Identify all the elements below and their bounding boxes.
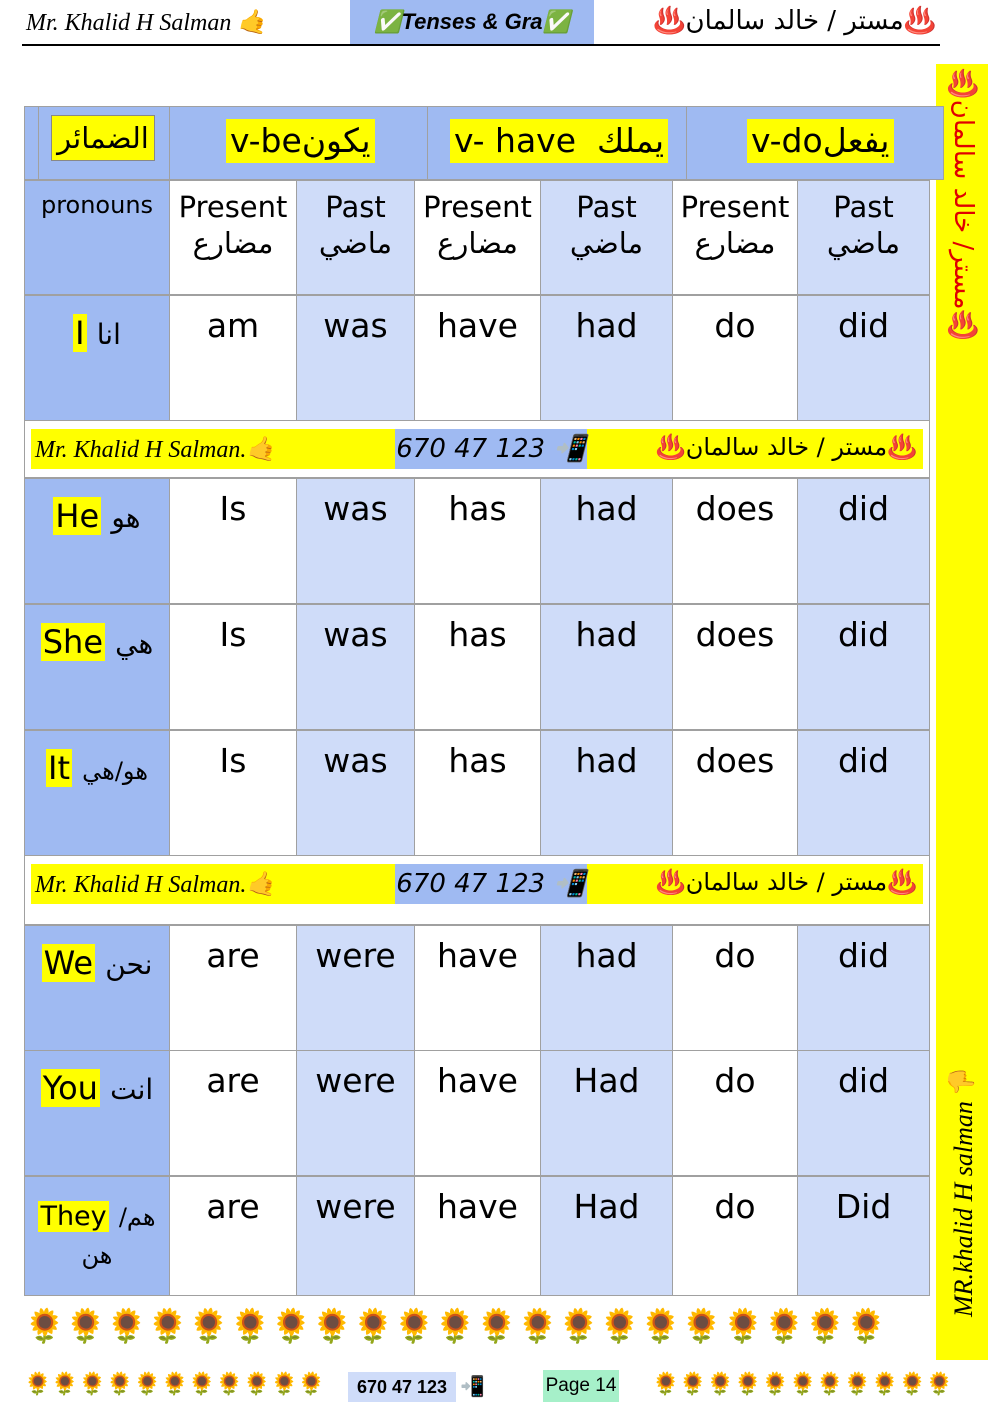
verb-cell: [414, 1176, 541, 1296]
verb-cell: [797, 1176, 930, 1296]
pronoun-label: [25, 944, 169, 982]
past-ar-label: ماضي: [569, 226, 644, 260]
pronoun-en: She: [42, 623, 103, 661]
header-pronouns-ar: [38, 106, 170, 180]
pronoun-en: He: [55, 497, 100, 535]
verb-cell: [296, 730, 415, 856]
verb-cell: [414, 295, 541, 421]
pronoun-label: [25, 623, 169, 661]
subheader-have-present: [414, 180, 541, 295]
verb-cell: [414, 730, 541, 856]
verb-form: had: [575, 936, 638, 975]
band-author-arabic: ♨️مستر / خالد سالمان♨️: [655, 868, 917, 896]
pronoun-ar: هي: [115, 627, 154, 660]
verb-form: Is: [219, 615, 247, 654]
verb-cell: [414, 1050, 541, 1176]
verb-form: does: [695, 615, 775, 654]
band-phone: 670 47 123 📲: [395, 429, 587, 469]
pronoun-label: [25, 314, 169, 352]
verb-cell: [414, 478, 541, 604]
header-author-arabic: ♨️مستر / خالد سالمان♨️: [653, 6, 936, 36]
band-author-text: Mr. Khalid H Salman.: [35, 437, 247, 463]
verb-cell: [672, 295, 798, 421]
verb-cell: [797, 1050, 930, 1176]
verb-cell: [296, 925, 415, 1051]
verb-cell: [797, 295, 930, 421]
header-title: ✅Tenses & Gra✅: [350, 0, 594, 44]
pronoun-cell: [24, 478, 170, 604]
pronoun-cell: [24, 295, 170, 421]
verb-cell: [296, 1176, 415, 1296]
mobile-arrow-icon: 📲: [460, 1374, 485, 1398]
verb-cell: [169, 730, 297, 856]
contact-band-1: [24, 420, 930, 478]
verb-cell: [540, 1176, 673, 1296]
verb-cell: [169, 1050, 297, 1176]
pronoun-ar: هو: [111, 501, 141, 534]
verb-form: are: [206, 1187, 260, 1226]
verb-form: was: [323, 306, 388, 345]
verb-cell: [540, 604, 673, 730]
verb-form: do: [714, 1061, 756, 1100]
footer-phone: 670 47 123: [348, 1372, 456, 1402]
verb-form: does: [695, 489, 775, 528]
verb-form: Is: [219, 741, 247, 780]
verb-cell: [414, 925, 541, 1051]
verb-form: Had: [573, 1061, 640, 1100]
pronoun-cell: [24, 730, 170, 856]
pronouns-ar-label: الضمائر: [51, 115, 155, 161]
side-banner-arabic: ♨️مستر/ خالد سالمان♨️: [948, 68, 978, 342]
pronoun-en: They: [40, 1201, 107, 1232]
verb-cell: [296, 295, 415, 421]
verb-cell: [296, 1050, 415, 1176]
present-ar-label: مضارع: [192, 226, 274, 260]
verb-form: do: [714, 936, 756, 975]
verb-form: were: [315, 936, 396, 975]
pronoun-ar: نحن: [105, 948, 153, 981]
subheader-have-past: [540, 180, 673, 295]
page-number: Page 14: [543, 1370, 619, 1402]
call-me-hand-icon: 🤙: [246, 437, 277, 463]
subheader-be-past: [296, 180, 415, 295]
pronoun-en: I: [75, 314, 85, 352]
verb-form: was: [323, 489, 388, 528]
sunflower-row-right: 🌻🌻🌻🌻🌻🌻🌻🌻🌻🌻🌻: [652, 1372, 954, 1397]
side-banner-author: MR.khalid H salman 👈: [949, 1062, 978, 1318]
header-author-text: Mr. Khalid H Salman: [26, 10, 232, 36]
have-label: v- have يملك: [450, 119, 668, 163]
verb-cell: [169, 295, 297, 421]
verb-form: am: [206, 306, 260, 345]
header-author: [26, 8, 267, 37]
pronoun-label: [25, 1195, 169, 1271]
verb-cell: [540, 1050, 673, 1176]
verb-form: do: [714, 1187, 756, 1226]
band-author: [35, 435, 276, 464]
past-ar-label: ماضي: [826, 226, 901, 260]
verb-cell: [797, 925, 930, 1051]
verb-form: had: [575, 615, 638, 654]
page-header: [22, 0, 940, 46]
verb-form: has: [448, 615, 507, 654]
verb-cell: [797, 478, 930, 604]
header-do: [686, 106, 944, 180]
contact-band-2: [24, 855, 930, 925]
verb-form: was: [323, 615, 388, 654]
pronoun-ar: انت: [110, 1073, 154, 1106]
verb-form: did: [837, 936, 890, 975]
verb-cell: [540, 730, 673, 856]
band-author-arabic: ♨️مستر / خالد سالمان♨️: [655, 433, 917, 461]
pronoun-cell: [24, 1050, 170, 1176]
verb-form: had: [575, 489, 638, 528]
present-en-label: Present: [178, 190, 288, 224]
verb-form: Had: [573, 1187, 640, 1226]
verb-cell: [672, 1176, 798, 1296]
verb-cell: [672, 478, 798, 604]
verb-cell: [672, 604, 798, 730]
verb-cell: [296, 604, 415, 730]
verb-form: did: [837, 615, 890, 654]
contact-band-inner: [31, 429, 923, 469]
verb-cell: [296, 478, 415, 604]
pronoun-cell: [24, 1176, 170, 1296]
present-en-label: Present: [680, 190, 790, 224]
verb-form: have: [437, 936, 518, 975]
past-ar-label: ماضي: [318, 226, 393, 260]
verb-form: do: [714, 306, 756, 345]
verb-form: had: [575, 306, 638, 345]
header-be: [169, 106, 428, 180]
band-author-text: Mr. Khalid H Salman.: [35, 872, 247, 898]
sunflower-row-left: 🌻🌻🌻🌻🌻🌻🌻🌻🌻🌻🌻: [24, 1372, 326, 1397]
subheader-do-present: [672, 180, 798, 295]
pronouns-label: pronouns: [40, 191, 154, 219]
verb-form: Did: [835, 1187, 892, 1226]
sunflower-row: 🌻🌻🌻🌻🌻🌻🌻🌻🌻🌻🌻🌻🌻🌻🌻🌻🌻🌻🌻🌻🌻: [24, 1306, 887, 1345]
subheader-pronouns: [24, 180, 170, 295]
verb-cell: [414, 604, 541, 730]
verb-cell: [672, 730, 798, 856]
verb-cell: [797, 604, 930, 730]
verb-form: did: [837, 306, 890, 345]
verb-form: did: [837, 1061, 890, 1100]
pronoun-label: [25, 749, 169, 787]
pronoun-ar: هو/هي: [82, 757, 148, 785]
pronoun-en: You: [42, 1069, 98, 1107]
pronoun-ar: انا: [96, 318, 121, 351]
verb-form: did: [837, 741, 890, 780]
verb-form: had: [575, 741, 638, 780]
verb-form: did: [837, 489, 890, 528]
verb-form: have: [437, 306, 518, 345]
verb-form: were: [315, 1061, 396, 1100]
verb-cell: [797, 730, 930, 856]
pronoun-en: It: [48, 749, 70, 787]
pronoun-en: We: [43, 944, 94, 982]
do-label: v-doيفعل: [747, 119, 894, 163]
call-me-hand-icon: 🤙: [237, 10, 268, 36]
verb-cell: [672, 925, 798, 1051]
verb-cell: [169, 478, 297, 604]
verb-form: was: [323, 741, 388, 780]
verb-cell: [540, 925, 673, 1051]
header-have: [427, 106, 687, 180]
pronoun-label: [25, 1069, 169, 1107]
verb-form: does: [695, 741, 775, 780]
past-en-label: Past: [576, 190, 637, 224]
verb-cell: [672, 1050, 798, 1176]
past-en-label: Past: [833, 190, 894, 224]
pronoun-ar: هم/هن: [81, 1203, 156, 1269]
present-en-label: Present: [423, 190, 532, 224]
verb-form: were: [315, 1187, 396, 1226]
verb-form: have: [437, 1187, 518, 1226]
band-author: [35, 870, 276, 899]
verb-form: are: [206, 1061, 260, 1100]
contact-band-inner: [31, 864, 923, 904]
be-label: v-beيكون: [226, 119, 375, 163]
present-ar-label: مضارع: [437, 226, 518, 260]
verb-form: have: [437, 1061, 518, 1100]
pronoun-cell: [24, 925, 170, 1051]
verb-form: has: [448, 741, 507, 780]
verb-form: are: [206, 936, 260, 975]
call-me-hand-icon: 🤙: [246, 872, 277, 898]
verb-cell: [169, 604, 297, 730]
verb-cell: [169, 1176, 297, 1296]
band-phone: 670 47 123 📲: [395, 864, 587, 904]
past-en-label: Past: [325, 190, 386, 224]
verb-cell: [540, 478, 673, 604]
verb-cell: [540, 295, 673, 421]
pronoun-cell: [24, 604, 170, 730]
pronoun-label: [25, 497, 169, 535]
subheader-do-past: [797, 180, 930, 295]
verb-form: has: [448, 489, 507, 528]
subheader-be-present: [169, 180, 297, 295]
verb-cell: [169, 925, 297, 1051]
present-ar-label: مضارع: [694, 226, 776, 260]
verb-form: Is: [219, 489, 247, 528]
